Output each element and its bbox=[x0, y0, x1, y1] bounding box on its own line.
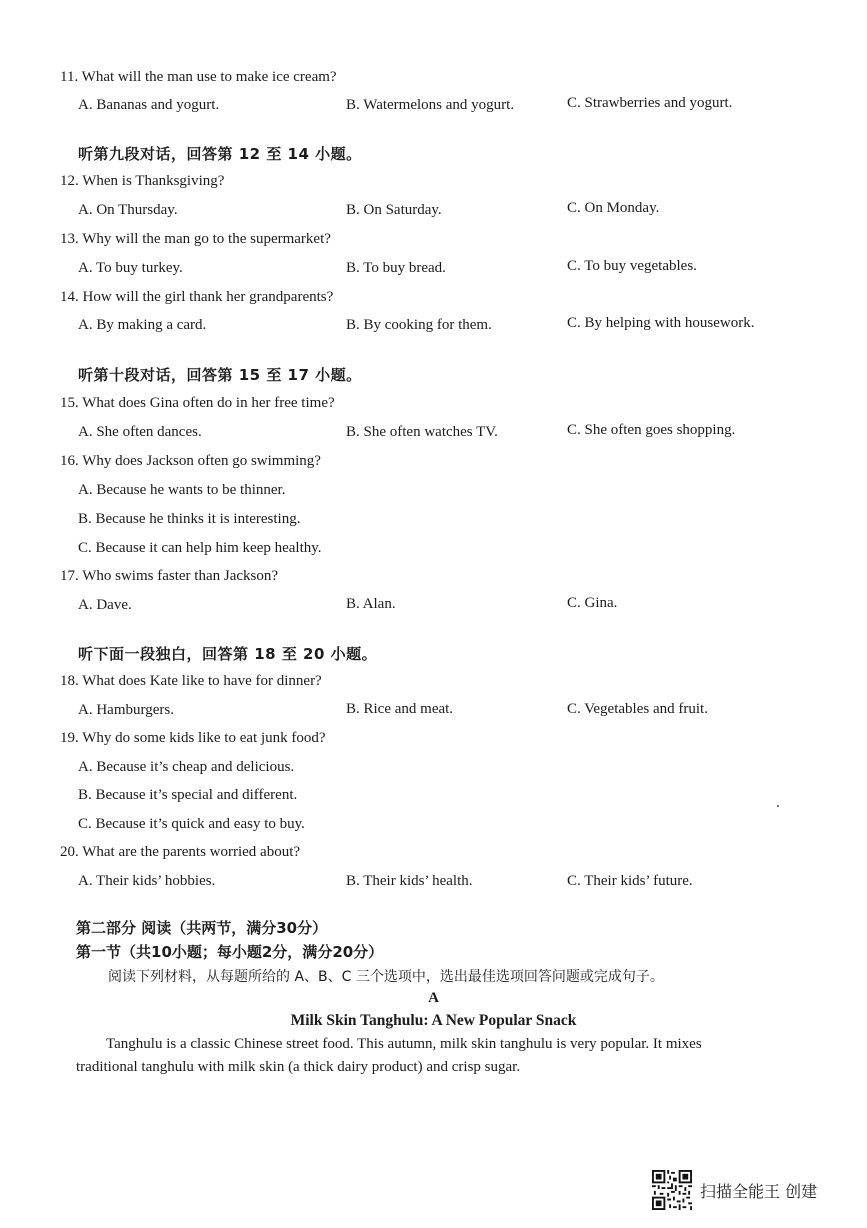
watermark-text: 扫描全能王 创建 bbox=[700, 1181, 818, 1201]
q15-option-a: A. She often dances. bbox=[78, 424, 202, 440]
passage-letter: A bbox=[428, 990, 439, 1006]
q19-option-b: B. Because it’s special and different. bbox=[78, 787, 298, 803]
q19-option-a: A. Because it’s cheap and delicious. bbox=[78, 759, 295, 775]
q11-option-b: B. Watermelons and yogurt. bbox=[346, 97, 515, 113]
scan-speck bbox=[777, 805, 779, 807]
question-13: 13. Why will the man go to the supermarket? bbox=[60, 231, 331, 247]
q14-option-a: A. By making a card. bbox=[78, 317, 207, 333]
q16-option-b: B. Because he thinks it is interesting. bbox=[78, 511, 301, 527]
reading-instruction: 阅读下列材料，从每题所给的 A、B、C 三个选项中，选出最佳选项回答问题或完成句子。 bbox=[108, 969, 664, 985]
q13-option-a: A. To buy turkey. bbox=[78, 260, 183, 276]
question-17: 17. Who swims faster than Jackson? bbox=[60, 568, 279, 584]
q13-option-b: B. To buy bread. bbox=[346, 260, 446, 276]
section-9-heading: 听第九段对话，回答第 12 至 14 小题。 bbox=[78, 145, 362, 163]
question-14: 14. How will the girl thank her grandparents? bbox=[60, 289, 334, 305]
question-12: 12. When is Thanksgiving? bbox=[60, 173, 225, 189]
q20-option-b: B. Their kids’ health. bbox=[346, 873, 473, 889]
scanner-watermark bbox=[652, 1170, 817, 1210]
question-18: 18. What does Kate like to have for dinner? bbox=[60, 673, 322, 689]
q18-option-a: A. Hamburgers. bbox=[78, 702, 174, 718]
section-10-heading: 听第十段对话，回答第 15 至 17 小题。 bbox=[78, 366, 362, 384]
question-20: 20. What are the parents worried about? bbox=[60, 844, 301, 860]
q20-option-a: A. Their kids’ hobbies. bbox=[78, 873, 216, 889]
q16-option-c: C. Because it can help him keep healthy. bbox=[78, 540, 322, 556]
q17-option-a: A. Dave. bbox=[78, 597, 132, 613]
section-1-title: 第一节（共10小题；每小题2分，满分20分） bbox=[76, 943, 384, 961]
monologue-heading: 听下面一段独白，回答第 18 至 20 小题。 bbox=[78, 645, 378, 663]
q14-option-b: B. By cooking for them. bbox=[346, 317, 492, 333]
q19-option-c: C. Because it’s quick and easy to buy. bbox=[78, 816, 305, 832]
q12-option-c: C. On Monday. bbox=[567, 200, 660, 216]
q17-option-b: B. Alan. bbox=[346, 596, 396, 612]
passage-paragraph: Tanghulu is a classic Chinese street food. This autumn, milk skin tanghulu is very popular. It mixes traditional tanghulu with milk skin (a thick dairy product) and crisp sugar. bbox=[76, 1036, 702, 1075]
q11-option-a: A. Bananas and yogurt. bbox=[78, 97, 220, 113]
question-11: 11. What will the man use to make ice cream? bbox=[60, 69, 337, 85]
q18-option-b: B. Rice and meat. bbox=[346, 701, 454, 717]
part-2-title: 第二部分 阅读（共两节，满分30分） bbox=[76, 919, 328, 937]
question-19: 19. Why do some kids like to eat junk food? bbox=[60, 730, 326, 746]
q12-option-b: B. On Saturday. bbox=[346, 202, 442, 218]
q14-option-c: C. By helping with housework. bbox=[567, 315, 755, 331]
q17-option-c: C. Gina. bbox=[567, 595, 618, 611]
qr-code-icon bbox=[652, 1170, 692, 1210]
passage-title: Milk Skin Tanghulu: A New Popular Snack bbox=[290, 1012, 577, 1029]
q15-option-c: C. She often goes shopping. bbox=[567, 422, 736, 438]
question-16: 16. Why does Jackson often go swimming? bbox=[60, 453, 321, 469]
q13-option-c: C. To buy vegetables. bbox=[567, 258, 697, 274]
q15-option-b: B. She often watches TV. bbox=[346, 424, 498, 440]
q12-option-a: A. On Thursday. bbox=[78, 202, 178, 218]
q20-option-c: C. Their kids’ future. bbox=[567, 873, 693, 889]
q18-option-c: C. Vegetables and fruit. bbox=[567, 701, 708, 717]
q11-option-c: C. Strawberries and yogurt. bbox=[567, 95, 733, 111]
q16-option-a: A. Because he wants to be thinner. bbox=[78, 482, 286, 498]
question-15: 15. What does Gina often do in her free time? bbox=[60, 395, 335, 411]
